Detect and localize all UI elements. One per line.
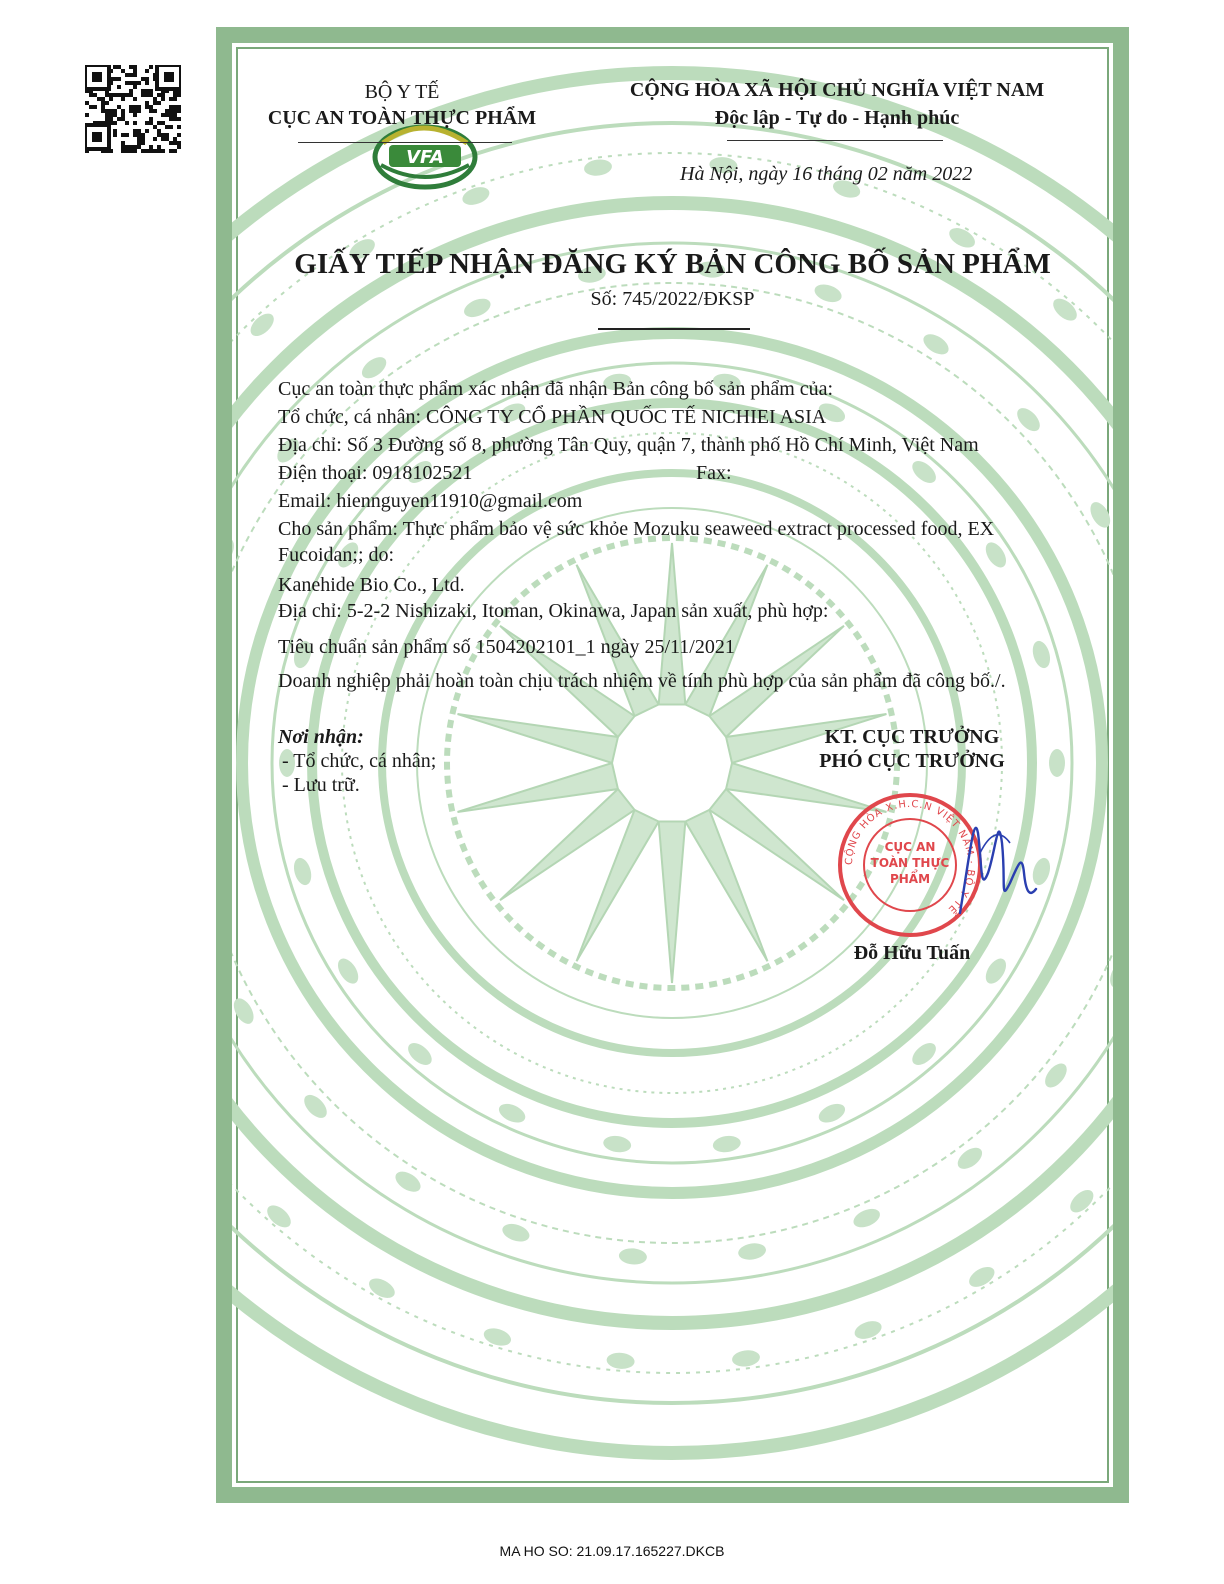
logo-text: VFA bbox=[406, 147, 444, 168]
agency-underline bbox=[298, 142, 512, 143]
qr-code bbox=[85, 65, 181, 153]
body-email: Email: hiennguyen11910@gmail.com bbox=[278, 490, 583, 512]
document-title: GIẤY TIẾP NHẬN ĐĂNG KÝ BẢN CÔNG BỐ SẢN PHẨM bbox=[294, 248, 1051, 280]
recipient-item: - Tổ chức, cá nhân; bbox=[282, 750, 437, 772]
body-fax: Fax: bbox=[696, 462, 732, 484]
country-name: CỘNG HÒA XÃ HỘI CHỦ NGHĨA VIỆT NAM bbox=[629, 79, 1045, 101]
document-number: Số: 745/2022/ĐKSP bbox=[590, 288, 755, 310]
body-responsibility: Doanh nghiệp phải hoàn toàn chịu trách nhiệm về tính phù hợp của sản phẩm đã công bố./. bbox=[278, 670, 1006, 692]
body-phone: Điện thoại: 0918102521 bbox=[278, 462, 473, 484]
recipient-item: - Lưu trữ. bbox=[282, 774, 360, 796]
body-manufacturer: Kanehide Bio Co., Ltd. bbox=[278, 574, 465, 596]
body-product-line1: Cho sản phẩm: Thực phẩm bảo vệ sức khỏe Mozuku seaweed extract processed food, EX bbox=[278, 518, 995, 540]
signer-deputy-role: PHÓ CỤC TRƯỞNG bbox=[819, 750, 1005, 772]
body-intro: Cục an toàn thực phẩm xác nhận đã nhận Bản công bố sản phẩm của: bbox=[278, 378, 834, 400]
body-manufacturer-address: Địa chỉ: 5-2-2 Nishizaki, Itoman, Okinawa, Japan sản xuất, phù hợp: bbox=[278, 600, 829, 622]
ministry-name: BỘ Y TẾ bbox=[364, 81, 440, 103]
handwritten-signature bbox=[940, 793, 1060, 933]
certificate-frame bbox=[216, 27, 1129, 1503]
signer-role: KT. CỤC TRƯỞNG bbox=[824, 726, 1000, 748]
stamp-center-text: CỤC AN TOÀN THỰC PHẨM bbox=[870, 840, 950, 886]
recipients-heading: Nơi nhận: bbox=[278, 726, 364, 748]
body-address: Địa chỉ: Số 3 Đường số 8, phường Tân Quy, quận 7, thành phố Hồ Chí Minh, Việt Nam bbox=[278, 434, 979, 456]
title-underline bbox=[598, 328, 750, 330]
date-line: Hà Nội, ngày 16 tháng 02 năm 2022 bbox=[680, 163, 973, 185]
body-standard: Tiêu chuẩn sản phẩm số 1504202101_1 ngày 25/11/2021 bbox=[278, 636, 735, 658]
agency-name: CỤC AN TOÀN THỰC PHẨM bbox=[267, 107, 537, 129]
body-organization: Tổ chức, cá nhân: CÔNG TY CỔ PHẦN QUỐC TẾ NICHIEI ASIA bbox=[278, 406, 827, 428]
stamp-ring-text: CỘNG HÒA X.H.C.N VIỆT NAM · BỘ Y TẾ bbox=[843, 798, 977, 916]
motto-underline bbox=[727, 140, 943, 141]
signer-name: Đỗ Hữu Tuấn bbox=[853, 942, 971, 964]
dossier-code: MA HO SO: 21.09.17.165227.DKCB bbox=[499, 1543, 725, 1559]
body-product-line2: Fucoidan;; do: bbox=[278, 544, 395, 566]
national-motto: Độc lập - Tự do - Hạnh phúc bbox=[714, 107, 960, 129]
